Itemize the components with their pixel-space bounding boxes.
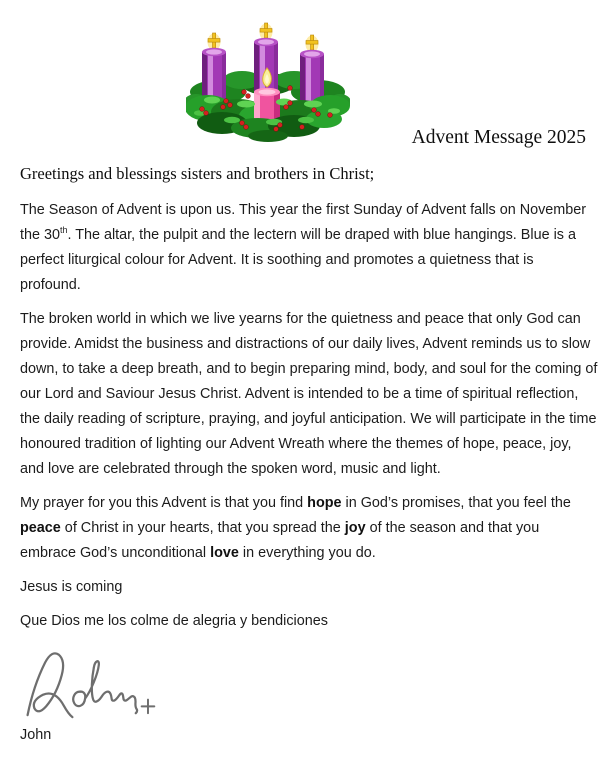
text-segment: love [210,545,239,561]
signature-cross-mark [142,700,155,714]
body-paragraph [20,307,598,482]
advent-wreath-image [186,18,350,144]
text-segment: The Season of Advent is upon us. This year the first Sunday of Advent falls on November the 30 [20,202,587,243]
salutation: Greetings and blessings sisters and brothers in Christ; [20,164,375,183]
handwritten-signature [20,643,158,721]
body-paragraph [20,491,598,566]
paragraphs-container [20,198,598,566]
signature-drawing [20,643,158,721]
advent-wreath-illustration [186,18,350,144]
text-segment: th [60,225,68,236]
closing-line-2: Que Dios me los colme de alegria y bendiciones [20,613,328,629]
document-title: Advent Message 2025 [411,127,586,148]
letter-body [20,162,598,748]
text-segment: peace [20,520,61,536]
signature-initial-stroke [28,653,73,717]
text-segment: My prayer for you this Advent is that you find [20,495,308,511]
text-segment: . The altar, the pulpit and the lectern will be draped with blue hangings. Blue is a perfect liturgical colour for Advent. It is soothing and promotes a quietness that is profound. [20,227,576,293]
text-segment: hope [307,495,342,511]
closing-line-1: Jesus is coming [20,579,123,595]
text-segment: of the season and that you embrace God’s unconditional [20,520,540,561]
text-segment: of Christ in your hearts, that you spread the [60,520,345,536]
text-segment: in everything you do. [238,545,376,561]
body-paragraph [20,198,598,298]
text-segment: in God’s promises, that you feel the [341,495,571,511]
text-segment: joy [344,520,366,536]
typed-signature-name: John [20,727,52,743]
signature-ohn-stroke [73,661,137,713]
text-segment: The broken world in which we live yearns for the quietness and peace that only God can provide. Amidst the business and distractions of our daily lives, Advent reminds us to slow down, to take a deep breath, and to begin preparing mind, body, and soul for the coming of our Lord and Saviour Jesus Christ. Advent is intended to be a time of spiritual reflection, the daily reading of scripture, praying, and joyful anticipation. We will participate in the time honoured tradition of lighting our Advent Wreath where the themes of hope, peace, joy, and love are celebrated through the spoken word, music and light. [20,311,598,477]
